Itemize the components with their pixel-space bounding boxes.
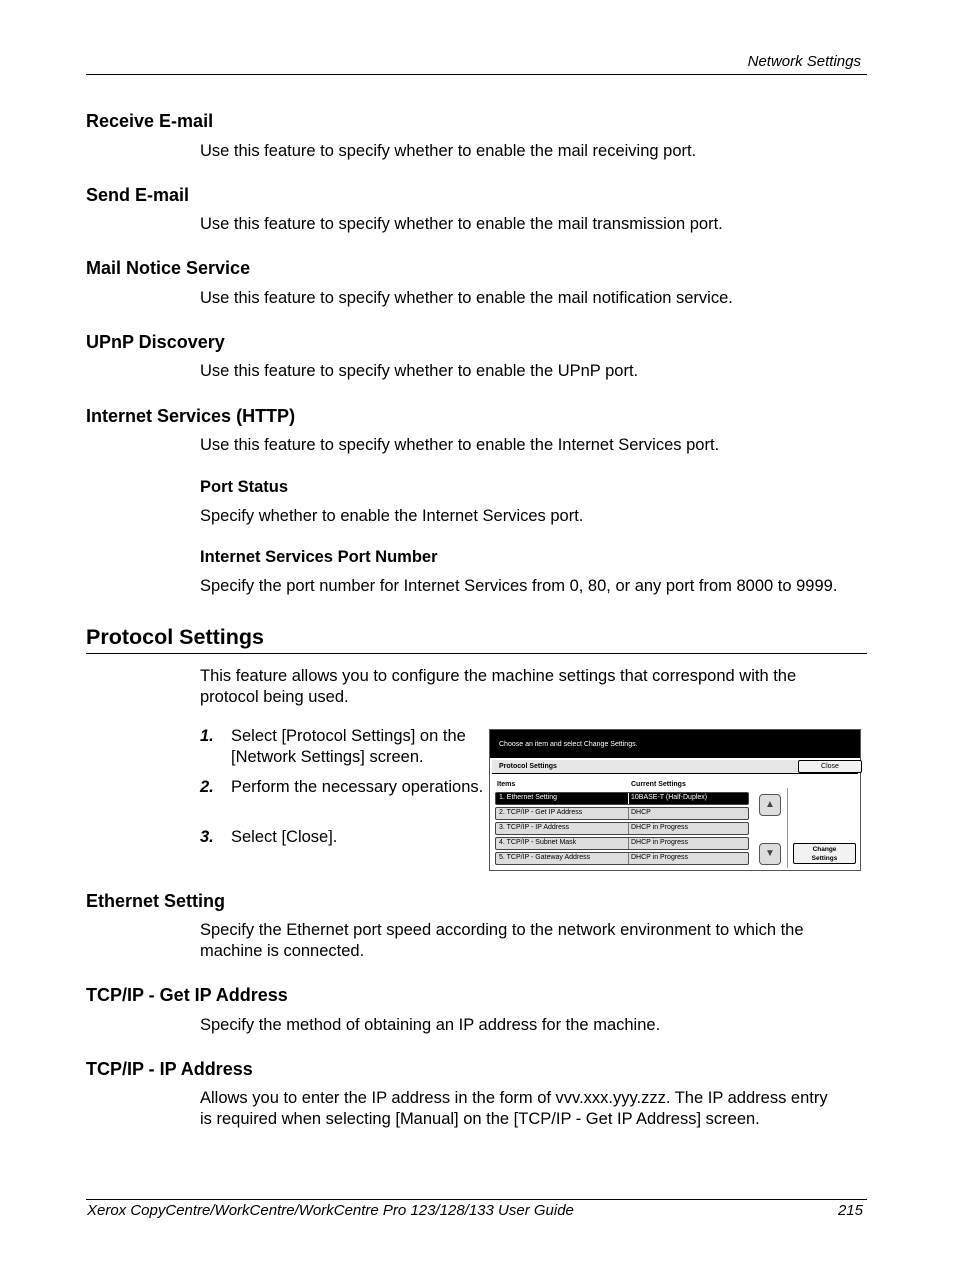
item-value: DHCP in Progress [631,824,689,831]
header-rule [86,74,867,75]
screen-title: Protocol Settings [499,763,557,770]
protocol-rule [86,653,867,654]
page-number: 215 [837,1202,863,1219]
triangle-up-icon: ▲ [765,799,775,810]
screen-title-bar [492,760,858,774]
cell-divider [628,808,629,819]
column-items: Items [497,781,516,788]
cell-divider [628,853,629,864]
item-label: 1. Ethernet Setting [499,794,557,801]
column-current-settings: Current Settings [631,781,686,788]
list-item[interactable] [495,837,749,850]
change-settings-button[interactable] [793,843,856,864]
subheading-port-status: Port Status [200,478,289,496]
list-item[interactable] [495,822,749,835]
heading-internet-services: Internet Services (HTTP) [86,406,296,426]
heading-get-ip: TCP/IP - Get IP Address [86,985,288,1005]
text-receive-email: Use this feature to specify whether to enable the mail receiving port. [200,142,697,160]
text-get-ip: Specify the method of obtaining an IP address for the machine. [200,1016,661,1034]
heading-ip-address: TCP/IP - IP Address [86,1059,253,1079]
text-ethernet-line2: machine is connected. [200,942,365,960]
text-internet-services: Use this feature to specify whether to enable the Internet Services port. [200,436,720,454]
list-item[interactable] [495,807,749,820]
item-value: DHCP [631,809,651,816]
protocol-settings-screenshot [489,729,861,871]
text-ethernet-line1: Specify the Ethernet port speed according to the network environment to which the [200,921,804,939]
step-number: 3. [200,828,214,846]
footer-guide-title: Xerox CopyCentre/WorkCentre/WorkCentre Pro 123/128/133 User Guide [87,1202,574,1219]
item-label: 5. TCP/IP - Gateway Address [499,854,591,861]
cell-divider [628,793,629,804]
footer-rule [86,1199,867,1200]
item-value: DHCP in Progress [631,839,689,846]
list-item[interactable] [495,852,749,865]
item-label: 2. TCP/IP - Get IP Address [499,809,583,816]
heading-ethernet-setting: Ethernet Setting [86,891,226,911]
change-label-line2: Settings [811,855,838,862]
text-ip-address-line1: Allows you to enter the IP address in the form of vvv.xxx.yyy.zzz. The IP address entry [200,1089,828,1107]
list-item[interactable] [495,792,749,805]
text-send-email: Use this feature to specify whether to enable the mail transmission port. [200,215,723,233]
heading-upnp: UPnP Discovery [86,332,225,352]
item-value: DHCP in Progress [631,854,689,861]
item-label: 4. TCP/IP - Subnet Mask [499,839,577,846]
panel-divider [787,788,788,868]
step-text: Perform the necessary operations. [231,778,484,796]
subheading-port-number: Internet Services Port Number [200,548,438,566]
heading-receive-email: Receive E-mail [86,111,214,131]
text-ip-address-line2: is required when selecting [Manual] on the [TCP/IP - Get IP Address] screen. [200,1110,760,1128]
change-label-line1: Change [812,846,837,853]
close-button[interactable]: Close [798,760,862,773]
heading-mail-notice: Mail Notice Service [86,258,251,278]
step-text: Select [Protocol Settings] on the [Network Settings] screen. [231,727,466,766]
text-mail-notice: Use this feature to specify whether to enable the mail notification service. [200,289,733,307]
text-upnp: Use this feature to specify whether to enable the UPnP port. [200,362,639,380]
scroll-down-button[interactable] [759,843,781,865]
item-label: 3. TCP/IP - IP Address [499,824,570,831]
heading-send-email: Send E-mail [86,185,190,205]
item-value: 10BASE-T (Half-Duplex) [631,794,708,801]
triangle-down-icon: ▼ [765,848,775,859]
heading-protocol-settings: Protocol Settings [86,625,264,649]
screen-message-bar [490,730,860,758]
step-number: 1. [200,727,214,745]
text-port-status: Specify whether to enable the Internet Services port. [200,507,584,525]
step-number: 2. [200,778,214,796]
protocol-intro-line1: This feature allows you to configure the machine settings that correspond with the [200,667,797,685]
screen-prompt: Choose an item and select Change Settings. [499,741,638,748]
scroll-up-button[interactable] [759,794,781,816]
protocol-intro-line2: protocol being used. [200,688,349,706]
step-text: Select [Close]. [231,828,338,846]
cell-divider [628,823,629,834]
running-header: Network Settings [747,53,861,70]
cell-divider [628,838,629,849]
text-port-number: Specify the port number for Internet Services from 0, 80, or any port from 8000 to 9999. [200,577,838,595]
